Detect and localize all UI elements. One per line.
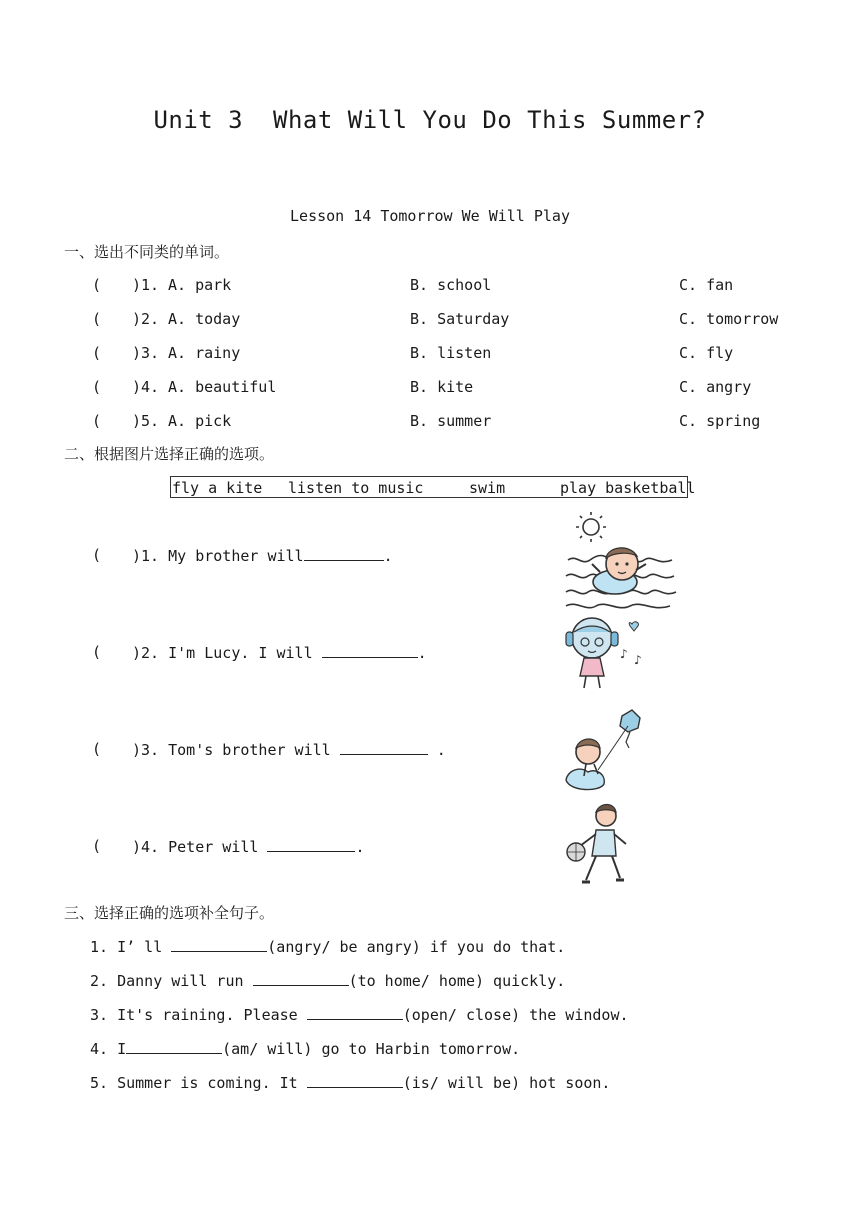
question-end: .	[427, 741, 446, 759]
option-c: C. fly	[679, 344, 734, 362]
answer-blank[interactable]	[307, 1073, 403, 1088]
answer-blank[interactable]	[171, 937, 267, 952]
section3-heading: 三、选择正确的选项补全句子。	[64, 904, 275, 922]
answer-paren: (	[92, 378, 102, 396]
answer-paren: (	[92, 310, 102, 328]
item-number: )1.	[132, 276, 160, 294]
question-end: .	[355, 838, 365, 856]
section2-heading: 二、根据图片选择正确的选项。	[64, 445, 275, 463]
answer-blank[interactable]	[340, 740, 428, 755]
word-box-item: listen to music	[288, 479, 424, 497]
sentence-start: 1. I’ ll	[90, 938, 172, 956]
sentence-start: 4. I	[90, 1040, 127, 1058]
sentence-end: (angry/ be angry) if you do that.	[267, 938, 566, 956]
list-item	[90, 971, 565, 993]
svg-text:♪: ♪	[634, 653, 642, 667]
option-b: B. school	[410, 276, 492, 294]
option-b: B. summer	[410, 412, 492, 430]
question-text: )4. Peter will	[132, 838, 268, 856]
question-end: .	[383, 547, 393, 565]
answer-blank[interactable]	[253, 971, 349, 986]
list-item	[90, 937, 565, 959]
answer-blank[interactable]	[126, 1039, 222, 1054]
sentence-start: 5. Summer is coming. It	[90, 1074, 307, 1092]
page-title: Unit 3 What Will You Do This Summer?	[153, 106, 707, 134]
option-c: C. spring	[679, 412, 761, 430]
answer-paren: (	[92, 344, 102, 362]
basketball-player-icon	[560, 800, 644, 894]
answer-paren: (	[92, 643, 102, 661]
answer-blank[interactable]	[322, 643, 418, 658]
option-b: B. listen	[410, 344, 492, 362]
option-c: C. tomorrow	[679, 310, 779, 328]
answer-paren: (	[92, 740, 102, 758]
word-box-item: fly a kite	[172, 479, 263, 497]
list-item	[90, 1073, 610, 1095]
option-a: A. rainy	[168, 344, 241, 362]
word-box-item: swim	[469, 479, 506, 497]
swimming-child-icon	[560, 512, 680, 612]
sentence-end: (am/ will) go to Harbin tomorrow.	[222, 1040, 521, 1058]
option-b: B. Saturday	[410, 310, 510, 328]
option-a: A. pick	[168, 412, 232, 430]
answer-paren: (	[92, 546, 102, 564]
answer-blank[interactable]	[304, 546, 384, 561]
list-item	[90, 1005, 629, 1027]
word-box	[170, 476, 696, 498]
sentence-start: 2. Danny will run	[90, 972, 253, 990]
girl-headphones-icon	[558, 612, 654, 692]
option-a: A. beautiful	[168, 378, 277, 396]
boy-kite-icon	[560, 706, 656, 798]
lesson-subtitle: Lesson 14 Tomorrow We Will Play	[290, 207, 570, 225]
option-c: C. angry	[679, 378, 752, 396]
question-text: )1. My brother will	[132, 547, 304, 565]
list-item	[90, 1039, 520, 1061]
question-end: .	[417, 644, 427, 662]
item-number: )3.	[132, 344, 160, 362]
svg-text:♪: ♪	[620, 647, 628, 661]
word-box-item: play basketball	[560, 479, 696, 497]
option-b: B. kite	[410, 378, 474, 396]
item-number: )5.	[132, 412, 160, 430]
answer-paren: (	[92, 412, 102, 430]
section1-heading: 一、选出不同类的单词。	[64, 243, 230, 261]
item-number: )2.	[132, 310, 160, 328]
answer-blank[interactable]	[307, 1005, 403, 1020]
answer-paren: (	[92, 837, 102, 855]
answer-paren: (	[92, 276, 102, 294]
question-text: )3. Tom's brother will	[132, 741, 340, 759]
sentence-start: 3. It's raining. Please	[90, 1006, 307, 1024]
sentence-end: (open/ close) the window.	[402, 1006, 629, 1024]
option-a: A. today	[168, 310, 241, 328]
sentence-end: (to home/ home) quickly.	[348, 972, 566, 990]
item-number: )4.	[132, 378, 160, 396]
question-text: )2. I'm Lucy. I will	[132, 644, 322, 662]
answer-blank[interactable]	[267, 837, 355, 852]
sentence-end: (is/ will be) hot soon.	[402, 1074, 611, 1092]
option-c: C. fan	[679, 276, 734, 294]
option-a: A. park	[168, 276, 232, 294]
